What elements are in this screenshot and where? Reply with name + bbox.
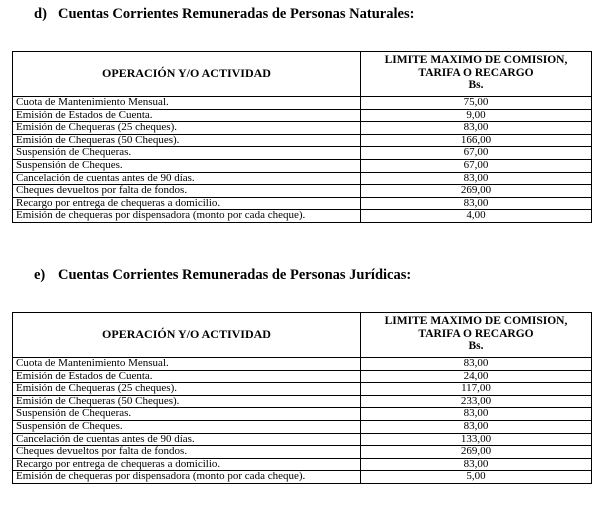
operation-cell: Cancelación de cuentas antes de 90 días. xyxy=(13,172,361,185)
operation-cell: Emisión de chequeras por dispensadora (monto por cada cheque). xyxy=(13,471,361,484)
operation-cell: Suspensión de Chequeras. xyxy=(13,147,361,160)
table-row xyxy=(13,159,592,172)
limit-header-line1: LIMITE MAXIMO DE COMISION, xyxy=(384,315,568,327)
table-row xyxy=(13,408,592,421)
limit-header-line2: TARIFA O RECARGO xyxy=(418,66,534,79)
table-body-d xyxy=(13,97,592,223)
limit-value-cell: 4,00 xyxy=(361,210,592,223)
operation-cell: Recargo por entrega de chequeras a domicilio. xyxy=(13,458,361,471)
limit-value-cell: 75,00 xyxy=(361,97,592,110)
column-header-limit xyxy=(361,52,592,97)
limit-header-line3: Bs. xyxy=(468,79,484,91)
column-header-operation: OPERACIÓN Y/O ACTIVIDAD xyxy=(13,313,361,358)
limit-value-cell: 83,00 xyxy=(361,420,592,433)
limit-header-line1: LIMITE MAXIMO DE COMISION, xyxy=(384,54,568,66)
limit-value-cell: 67,00 xyxy=(361,147,592,160)
table-row xyxy=(13,471,592,484)
section-title-text: Cuentas Corrientes Remuneradas de Personas Naturales: xyxy=(58,6,415,22)
table-row xyxy=(13,172,592,185)
operation-cell: Emisión de Chequeras (25 cheques). xyxy=(13,383,361,396)
operation-cell: Cheques devueltos por falta de fondos. xyxy=(13,185,361,198)
limit-value-cell: 117,00 xyxy=(361,383,592,396)
table-row xyxy=(13,147,592,160)
limit-value-cell: 166,00 xyxy=(361,134,592,147)
operation-cell: Cancelación de cuentas antes de 90 días. xyxy=(13,433,361,446)
operation-cell: Emisión de Estados de Cuenta. xyxy=(13,370,361,383)
table-row xyxy=(13,134,592,147)
operation-cell: Suspensión de Cheques. xyxy=(13,420,361,433)
section-title-e xyxy=(34,267,411,284)
operation-cell: Cuota de Mantenimiento Mensual. xyxy=(13,97,361,110)
section-title-text: Cuentas Corrientes Remuneradas de Personas Jurídicas: xyxy=(58,267,412,283)
limit-value-cell: 83,00 xyxy=(361,408,592,421)
column-header-limit xyxy=(361,313,592,358)
table-row xyxy=(13,420,592,433)
limit-value-cell: 269,00 xyxy=(361,185,592,198)
table-row xyxy=(13,210,592,223)
table-row xyxy=(13,370,592,383)
limit-value-cell: 133,00 xyxy=(361,433,592,446)
column-header-operation: OPERACIÓN Y/O ACTIVIDAD xyxy=(13,52,361,97)
operation-cell: Cheques devueltos por falta de fondos. xyxy=(13,446,361,459)
limit-value-cell: 83,00 xyxy=(361,122,592,135)
limit-value-cell: 5,00 xyxy=(361,471,592,484)
limit-value-cell: 233,00 xyxy=(361,395,592,408)
table-header-row xyxy=(13,313,592,358)
section-letter: e) xyxy=(34,267,46,283)
limit-value-cell: 269,00 xyxy=(361,446,592,459)
limit-value-cell: 83,00 xyxy=(361,458,592,471)
limit-header-line3: Bs. xyxy=(468,340,484,352)
limit-value-cell: 83,00 xyxy=(361,172,592,185)
operation-cell: Emisión de chequeras por dispensadora (monto por cada cheque). xyxy=(13,210,361,223)
section-title-d xyxy=(34,6,414,23)
table-row xyxy=(13,433,592,446)
table-row xyxy=(13,358,592,371)
section-letter: d) xyxy=(34,6,47,22)
operation-cell: Cuota de Mantenimiento Mensual. xyxy=(13,358,361,371)
table-header-row xyxy=(13,52,592,97)
table-row xyxy=(13,197,592,210)
table-row xyxy=(13,185,592,198)
limit-value-cell: 67,00 xyxy=(361,159,592,172)
operation-cell: Suspensión de Cheques. xyxy=(13,159,361,172)
table-row xyxy=(13,446,592,459)
table-row xyxy=(13,97,592,110)
table-body-e xyxy=(13,358,592,484)
limit-value-cell: 9,00 xyxy=(361,109,592,122)
limit-header-line2: TARIFA O RECARGO xyxy=(418,327,534,340)
operation-cell: Suspensión de Chequeras. xyxy=(13,408,361,421)
limit-value-cell: 83,00 xyxy=(361,358,592,371)
table-row xyxy=(13,395,592,408)
operation-cell: Emisión de Chequeras (50 Cheques). xyxy=(13,134,361,147)
table-row xyxy=(13,383,592,396)
table-row xyxy=(13,109,592,122)
fees-table-e xyxy=(12,312,592,484)
operation-cell: Emisión de Estados de Cuenta. xyxy=(13,109,361,122)
table-row xyxy=(13,122,592,135)
limit-value-cell: 83,00 xyxy=(361,197,592,210)
operation-cell: Emisión de Chequeras (50 Cheques). xyxy=(13,395,361,408)
operation-cell: Recargo por entrega de chequeras a domicilio. xyxy=(13,197,361,210)
table-row xyxy=(13,458,592,471)
limit-value-cell: 24,00 xyxy=(361,370,592,383)
fees-table-d xyxy=(12,51,592,223)
operation-cell: Emisión de Chequeras (25 cheques). xyxy=(13,122,361,135)
